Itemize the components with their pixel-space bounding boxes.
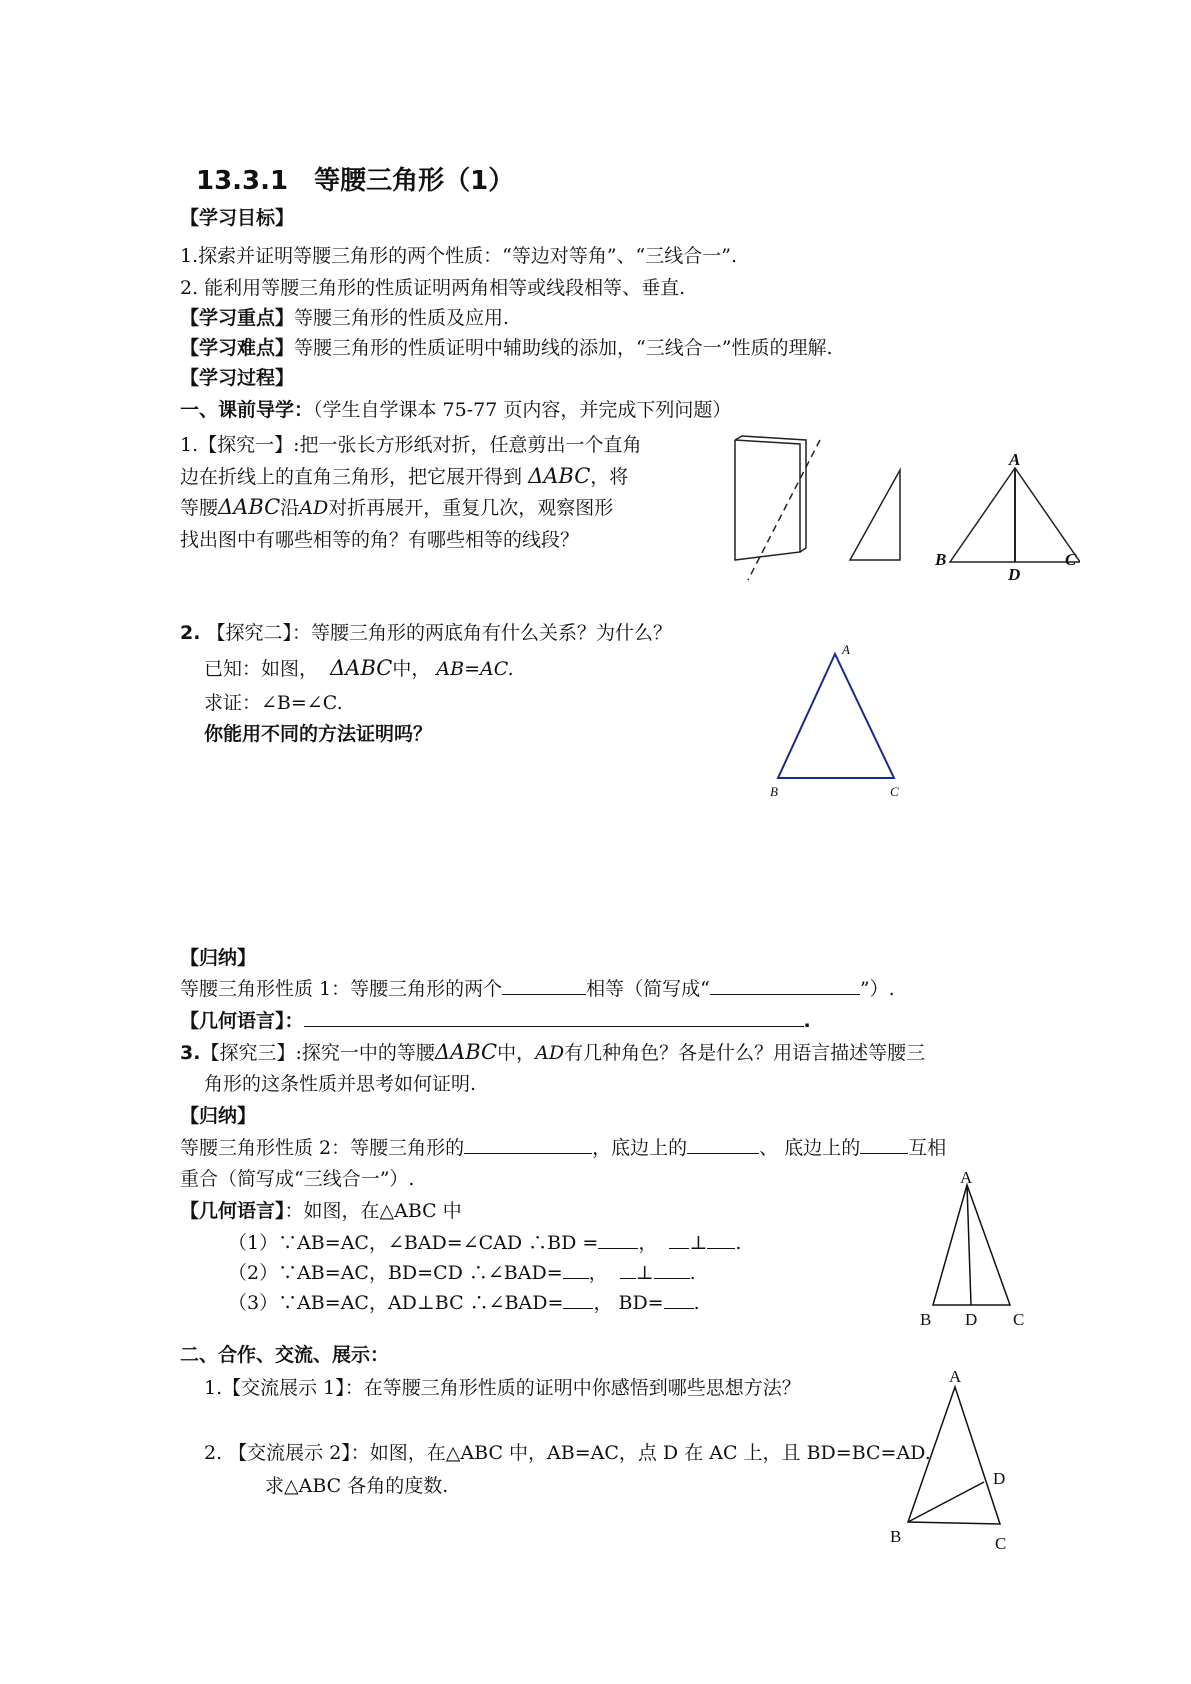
case3-end: .: [693, 1292, 700, 1314]
property2-text-c: 、 底边上的: [759, 1137, 861, 1159]
fig1-label-d: D: [1008, 565, 1021, 584]
process-heading: 【学习过程】: [180, 367, 295, 389]
explore3-text-b: 中，: [497, 1042, 536, 1064]
triangle-abc-symbol: ΔABC: [528, 464, 591, 488]
case1-end: .: [735, 1232, 742, 1254]
case2-text-b: ，: [588, 1262, 608, 1284]
explore3-num: 3.: [180, 1042, 201, 1064]
case2-text-a: （2）∵AB=AC，BD=CD ∴∠BAD=: [228, 1262, 563, 1284]
case1-perp: ⊥: [689, 1232, 708, 1254]
segment-ad: AD: [535, 1042, 565, 1064]
property2-blank-3[interactable]: [860, 1135, 908, 1154]
fig2-label-c: C: [890, 784, 899, 799]
explore3-line2: 角形的这条性质并思考如何证明.: [204, 1073, 477, 1095]
difficulty: [180, 335, 832, 361]
summary2-property: [180, 1135, 946, 1161]
explore2-label: 【探究二】: [206, 622, 293, 644]
property1-text-a: 等腰三角形性质 1：等腰三角形的两个: [180, 978, 503, 1000]
triangle-abc: [908, 1387, 1000, 1524]
explore1-label: 【探究一】: [198, 434, 294, 456]
figure-triangle-bd: [880, 1362, 1030, 1557]
objective-2: 2. 能利用等腰三角形的性质证明两角相等或线段相等、垂直.: [180, 277, 686, 299]
summary1-geo: [180, 1008, 811, 1034]
explore1-line4: 找出图中有哪些相等的角？有哪些相等的线段？: [180, 529, 580, 551]
summary2-heading: 【归纳】: [180, 1105, 257, 1127]
property2-text-a: 等腰三角形性质 2：等腰三角形的: [180, 1137, 465, 1159]
geo-language-intro: ：如图，在△ABC 中: [284, 1200, 462, 1222]
property1-text-b: 相等（简写成“: [586, 978, 710, 1000]
geo-language-blank[interactable]: [304, 1008, 804, 1027]
page-title: 13.3.1 等腰三角形（1）: [196, 166, 515, 196]
figure-triangle-abc: [760, 640, 910, 800]
section2-item1: 1.【交流展示 1】：在等腰三角形性质的证明中你感悟到哪些思想方法？: [204, 1377, 801, 1399]
section2-heading: 二、合作、交流、展示：: [180, 1344, 390, 1366]
explore2-given: [204, 655, 514, 682]
fig2-label-b: B: [770, 784, 778, 799]
property2-blank-1[interactable]: [464, 1135, 592, 1154]
case2-blank-3[interactable]: [654, 1260, 690, 1279]
figure-triangle-abcd: [915, 1165, 1035, 1340]
summary2-line2: 重合（简写成“三线合一”）.: [180, 1168, 415, 1190]
case2-perp: ⊥: [635, 1262, 654, 1284]
explore1-text2b: ，将: [590, 466, 629, 488]
triangle-abc-symbol: ΔABC: [218, 495, 281, 519]
fig2-label-a: A: [842, 642, 850, 657]
case1-blank-2[interactable]: [669, 1230, 689, 1249]
geo-case-3: [228, 1290, 700, 1316]
segment-ad: [967, 1185, 971, 1305]
explore1-text3a: 等腰: [180, 497, 219, 519]
case2-blank-2[interactable]: [620, 1260, 636, 1279]
geo-case-1: [228, 1230, 741, 1256]
explore1-text2a: 边在折线上的直角三角形，把它展开得到: [180, 466, 523, 488]
fig1-label-c: C: [1065, 550, 1077, 569]
geo-language-label: 【几何语言】：: [180, 1010, 304, 1032]
difficulty-text: 等腰三角形的性质证明中辅助线的添加，“三线合一”性质的理解.: [294, 337, 833, 359]
difficulty-label: 【学习难点】: [180, 337, 295, 359]
case3-blank-2[interactable]: [664, 1290, 694, 1309]
explore1-num: 1.: [180, 434, 199, 456]
geo-language-label: 【几何语言】: [180, 1200, 285, 1222]
fig4-label-a: A: [949, 1367, 962, 1386]
section2-item2-line2: 求△ABC 各角的度数.: [265, 1475, 449, 1497]
right-triangle: [850, 470, 900, 560]
triangle-abc: [933, 1185, 1010, 1305]
property1-blank-2[interactable]: [710, 976, 860, 995]
case2-blank-1[interactable]: [563, 1260, 589, 1279]
explore1-text1: :把一张长方形纸对折，任意剪出一个直角: [293, 434, 642, 456]
fig4-label-d: D: [993, 1469, 1006, 1488]
explore3-text-a: :探究一中的等腰: [295, 1042, 435, 1064]
folded-paper-back: [735, 436, 806, 552]
explore1-line3: [180, 494, 613, 521]
explore2-ask: 你能用不同的方法证明吗？: [204, 723, 433, 745]
geo-language-end: .: [803, 1010, 811, 1032]
key-point: [180, 305, 509, 331]
section1-heading: 一、课前导学：: [180, 399, 314, 421]
summary2-geo: [180, 1198, 462, 1224]
explore3-text-c: 有几种角色？各是什么？用语言描述等腰三: [564, 1042, 926, 1064]
cut-line: [748, 440, 820, 580]
case3-text-b: ， BD=: [593, 1292, 664, 1314]
given-label: 已知：如图，: [204, 658, 319, 680]
case1-blank-1[interactable]: [598, 1230, 638, 1249]
explore2-num: 2.: [180, 622, 201, 644]
property2-text-b: ，底边上的: [592, 1137, 688, 1159]
explore2-prove: 求证：∠B=∠C.: [204, 692, 343, 714]
key-point-label: 【学习重点】: [180, 307, 295, 329]
triangle-abc-symbol: ΔABC: [330, 656, 393, 680]
case1-text-a: （1）∵AB=AC，∠BAD=∠CAD ∴BD =: [228, 1232, 599, 1254]
section1-note: （学生自学课本 75-77 页内容，并完成下列问题）: [313, 399, 732, 421]
property1-text-c: ”）.: [859, 978, 895, 1000]
figure-fold-cut: [730, 430, 1080, 590]
fig3-label-a: A: [960, 1168, 973, 1187]
property2-text-d: 互相: [908, 1137, 947, 1159]
triangle-abc-symbol: ΔABC: [434, 1040, 498, 1064]
fig3-label-c: C: [1013, 1310, 1025, 1329]
explore3-line1: [180, 1039, 925, 1066]
property2-blank-2[interactable]: [687, 1135, 759, 1154]
case3-blank-1[interactable]: [563, 1290, 593, 1309]
fig1-label-a: A: [1009, 450, 1021, 469]
fig4-label-b: B: [890, 1527, 902, 1546]
summary1-heading: 【归纳】: [180, 947, 257, 969]
summary1-property: [180, 976, 895, 1002]
explore1-text3c: 对折再展开，重复几次，观察图形: [328, 497, 614, 519]
key-point-text: 等腰三角形的性质及应用.: [294, 307, 510, 329]
section1-header: [180, 397, 731, 423]
given-equation: AB=AC.: [436, 658, 514, 680]
explore2-question: ：等腰三角形的两底角有什么关系？为什么？: [292, 622, 673, 644]
explore1-line1: [180, 432, 642, 458]
case2-end: .: [689, 1262, 696, 1284]
objective-1: 1.探索并证明等腰三角形的两个性质：“等边对等角”、“三线合一”.: [180, 245, 738, 267]
explore3-label: 【探究三】: [200, 1042, 296, 1064]
fig1-label-b: B: [935, 550, 947, 569]
section2-item2: 2. 【交流展示 2】：如图，在△ABC 中，AB=AC，点 D 在 AC 上，且 BD=BC=AD.: [204, 1442, 931, 1464]
given-mid: 中，: [392, 658, 431, 680]
case1-blank-3[interactable]: [707, 1230, 735, 1249]
property1-blank-1[interactable]: [502, 976, 586, 995]
geo-case-2: [228, 1260, 696, 1286]
explore1-line2: [180, 463, 628, 490]
fig3-label-d: D: [965, 1310, 978, 1329]
fig4-label-c: C: [995, 1534, 1007, 1553]
fig3-label-b: B: [920, 1310, 932, 1329]
case3-text-a: （3）∵AB=AC，AD⊥BC ∴∠BAD=: [228, 1292, 564, 1314]
explore2-line1: [180, 620, 672, 646]
explore1-text3b: 沿: [280, 497, 300, 519]
objectives-heading: 【学习目标】: [180, 207, 295, 229]
case1-text-b: ，: [638, 1232, 658, 1254]
segment-ad: AD: [299, 497, 329, 519]
triangle-abc: [778, 654, 894, 778]
